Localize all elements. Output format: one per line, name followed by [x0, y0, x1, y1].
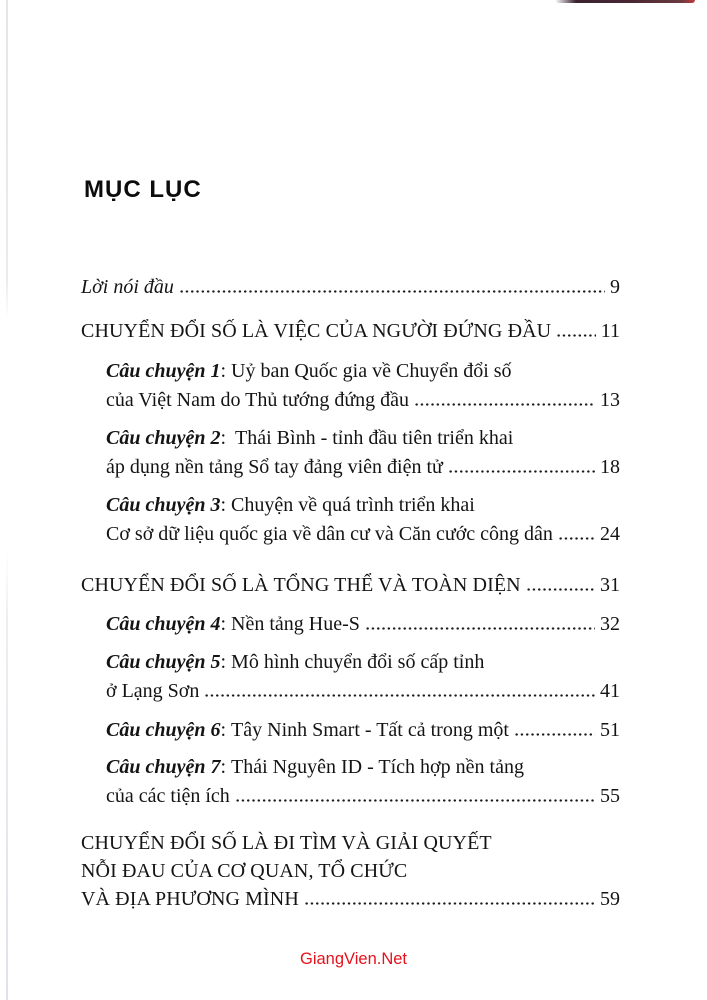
story-label: Câu chuyện 5 — [106, 651, 221, 673]
toc-line — [106, 782, 620, 812]
page-number: 41 — [600, 680, 620, 702]
toc-line — [106, 491, 620, 520]
toc-line — [106, 753, 620, 782]
story-label: Câu chuyện 6 — [106, 719, 221, 741]
toc-line — [106, 424, 620, 453]
dot-leader — [235, 799, 595, 802]
toc-line — [106, 386, 620, 415]
story-label: Câu chuyện 2 — [106, 427, 221, 449]
page-number: 24 — [600, 523, 620, 545]
toc-line — [106, 677, 620, 707]
dot-leader — [448, 470, 595, 473]
table-of-contents — [81, 273, 620, 914]
toc-line — [81, 857, 620, 885]
chapter-title-continued: VÀ ĐỊA PHƯƠNG MÌNH — [81, 888, 299, 910]
toc-line — [106, 357, 620, 386]
toc-entry-story-2[interactable] — [106, 424, 620, 482]
toc-entry-preface[interactable] — [81, 273, 620, 302]
story-label: Câu chuyện 7 — [106, 756, 221, 778]
toc-entry-chapter-1[interactable] — [81, 317, 620, 346]
story-title: Mô hình chuyển đổi số cấp tỉnh — [231, 651, 485, 673]
adjacent-photo-edge — [555, 0, 695, 3]
toc-line — [81, 273, 620, 302]
toc-line — [106, 610, 620, 639]
story-title-continued: của Việt Nam do Thủ tướng đứng đầu — [106, 389, 410, 411]
story-separator: : — [220, 494, 227, 516]
page-number: 59 — [600, 888, 620, 910]
toc-line — [81, 571, 620, 600]
entry-title: Lời nói đầu — [81, 276, 174, 298]
dot-leader — [526, 588, 595, 591]
story-title-continued: áp dụng nền tảng Sổ tay đảng viên điện tử — [106, 456, 443, 478]
story-title-continued: Cơ sở dữ liệu quốc gia về dân cư và Căn cước công dân — [106, 523, 553, 545]
dot-leader — [365, 627, 595, 630]
page-number: 11 — [600, 320, 620, 342]
story-title: Uỷ ban Quốc gia về Chuyển đổi số — [231, 360, 512, 382]
toc-entry-story-6[interactable] — [106, 716, 620, 745]
page-edge-shadow — [6, 0, 8, 1000]
page-number: 13 — [600, 389, 620, 411]
dot-leader — [179, 290, 605, 293]
story-separator: : — [220, 427, 227, 449]
toc-entry-chapter-2[interactable] — [81, 571, 620, 600]
page-title: MỤC LỤC — [84, 176, 202, 203]
dot-leader — [304, 902, 595, 905]
story-title: Thái Bình - tỉnh đầu tiên triển khai — [235, 427, 514, 449]
story-separator: : — [220, 756, 227, 778]
story-separator: : — [220, 651, 227, 673]
toc-line — [106, 453, 620, 482]
chapter-title: CHUYỂN ĐỔI SỐ LÀ ĐI TÌM VÀ GIẢI QUYẾT — [81, 832, 492, 854]
story-title: Nền tảng Hue-S — [231, 613, 360, 635]
page-number: 51 — [600, 719, 620, 741]
story-separator: : — [220, 719, 227, 741]
toc-line — [106, 520, 620, 549]
dot-leader — [556, 334, 596, 337]
story-title-continued: của các tiện ích — [106, 785, 230, 807]
watermark-text: GiangVien.Net — [299, 950, 408, 968]
story-label: Câu chuyện 3 — [106, 494, 221, 516]
story-separator: : — [220, 360, 227, 382]
story-separator: : — [220, 613, 227, 635]
toc-line — [81, 829, 620, 857]
story-title: Thái Nguyên ID - Tích hợp nền tảng — [231, 756, 524, 778]
story-label: Câu chuyện 1 — [106, 360, 221, 382]
chapter-title-continued: NỖI ĐAU CỦA CƠ QUAN, TỔ CHỨC — [81, 860, 408, 882]
toc-entry-story-7[interactable] — [106, 753, 620, 812]
page-number: 32 — [600, 613, 620, 635]
toc-entry-chapter-3[interactable] — [81, 829, 620, 914]
toc-entry-story-4[interactable] — [106, 610, 620, 639]
toc-entry-story-3[interactable] — [106, 491, 620, 549]
chapter-title: CHUYỂN ĐỔI SỐ LÀ VIỆC CỦA NGƯỜI ĐỨNG ĐẦU — [81, 320, 552, 342]
story-title: Chuyện về quá trình triển khai — [231, 494, 475, 516]
page-number: 9 — [610, 276, 620, 298]
page-number: 18 — [600, 456, 620, 478]
toc-line — [106, 648, 620, 677]
story-title: Tây Ninh Smart - Tất cả trong một — [231, 719, 509, 741]
toc-entry-story-1[interactable] — [106, 357, 620, 415]
story-title-continued: ở Lạng Sơn — [106, 680, 200, 702]
page-number: 31 — [600, 574, 620, 596]
dot-leader — [558, 537, 595, 540]
chapter-title: CHUYỂN ĐỔI SỐ LÀ TỔNG THỂ VÀ TOÀN DIỆN — [81, 574, 521, 596]
dot-leader — [414, 403, 595, 406]
story-label: Câu chuyện 4 — [106, 613, 221, 635]
toc-line — [81, 885, 620, 914]
dot-leader — [204, 694, 595, 697]
page-number: 55 — [600, 785, 620, 807]
toc-line — [106, 716, 620, 745]
dot-leader — [514, 733, 595, 736]
toc-entry-story-5[interactable] — [106, 648, 620, 707]
toc-line — [81, 317, 620, 346]
